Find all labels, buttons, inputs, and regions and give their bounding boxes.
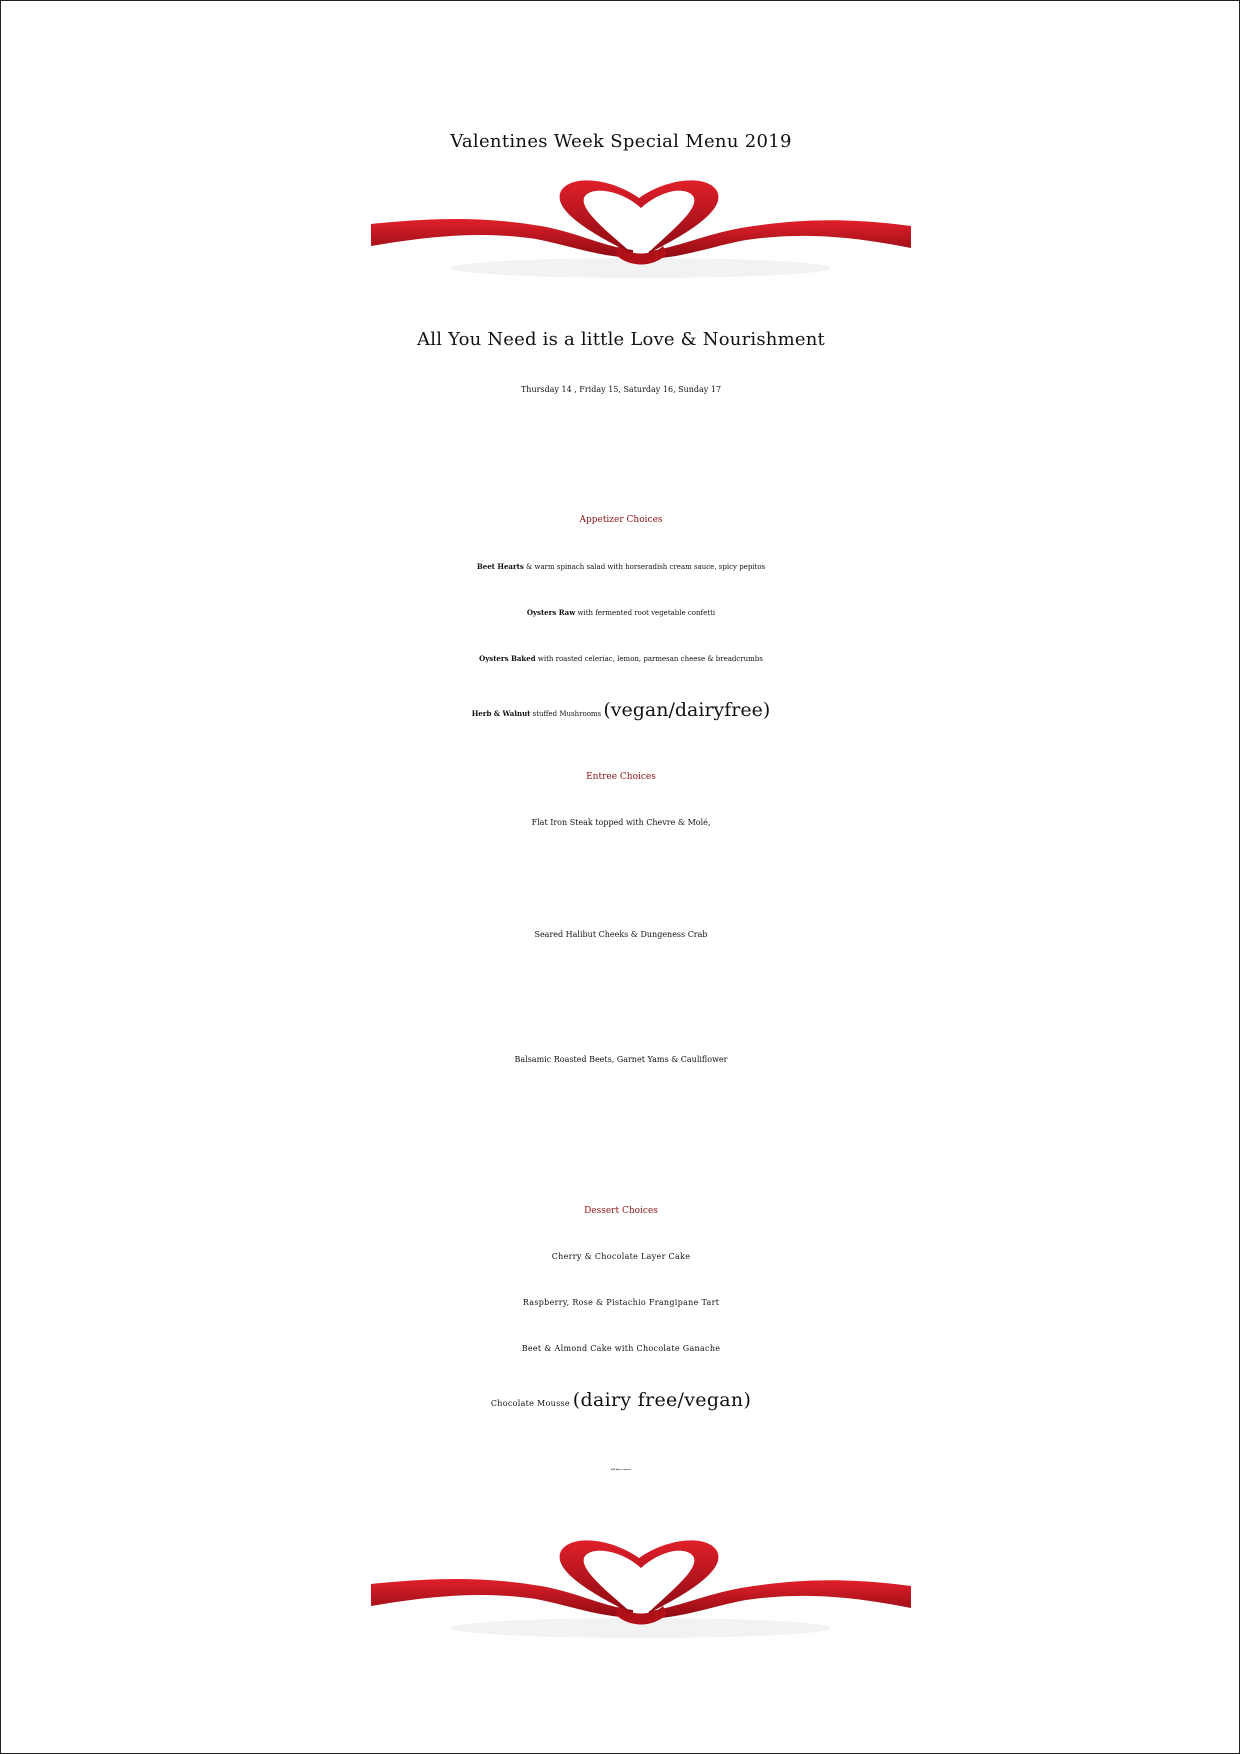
dessert-name: Raspberry, Rose & Pistachio Frangipane Tart: [522, 1298, 720, 1307]
heart-ribbon-icon: [371, 1536, 911, 1646]
price-label: $48 three-courses: [610, 1469, 632, 1471]
entree-heading: Entree Choices: [586, 772, 656, 782]
appetizer-description: & warm spinach salad with horseradish cream sauce, spicy pepitos: [523, 563, 766, 571]
dessert-heading: Dessert Choices: [584, 1206, 658, 1216]
dessert-item: [1, 1253, 1240, 1261]
diet-tag: (dairy free/vegan): [572, 1389, 752, 1411]
entree-name: Seared Halibut Cheeks & Dungeness Crab: [534, 930, 708, 939]
appetizer-name: Beet Hearts: [476, 562, 524, 571]
heart-ribbon-icon: [371, 176, 911, 286]
appetizer-item: [1, 609, 1240, 617]
dessert-item: [1, 1391, 1240, 1410]
dessert-name: Beet & Almond Cake with Chocolate Ganache: [521, 1344, 721, 1353]
dessert-item: [1, 1345, 1240, 1353]
appetizer-description: with roasted celeriac, lemon, parmesan cheese & breadcrumbs: [535, 655, 763, 663]
appetizer-item: [1, 701, 1240, 720]
appetizer-item: [1, 563, 1240, 571]
diet-tag: (vegan/dairyfree): [603, 699, 771, 721]
appetizer-item: [1, 655, 1240, 663]
dessert-item: [1, 1299, 1240, 1307]
entree-name: Flat Iron Steak topped with Chevre & Molé,: [531, 818, 711, 827]
appetizer-name: Oysters Raw: [526, 608, 576, 617]
menu-title: Valentines Week Special Menu 2019: [450, 131, 792, 152]
entree-name: Balsamic Roasted Beets, Garnet Yams & Cauliflower: [514, 1055, 728, 1064]
serving-dates: Thursday 14 , Friday 15, Saturday 16, Sunday 17: [520, 385, 722, 394]
dessert-name: Chocolate Mousse: [490, 1399, 573, 1408]
dessert-name: Cherry & Chocolate Layer Cake: [551, 1252, 691, 1261]
appetizer-name: Herb & Walnut: [471, 709, 531, 718]
appetizer-heading: Appetizer Choices: [579, 515, 663, 525]
appetizer-description: stuffed Mushrooms: [530, 710, 604, 718]
appetizer-name: Oysters Baked: [479, 654, 536, 663]
tagline: All You Need is a little Love & Nourishment: [417, 329, 825, 350]
appetizer-description: with fermented root vegetable confetti: [575, 609, 716, 617]
